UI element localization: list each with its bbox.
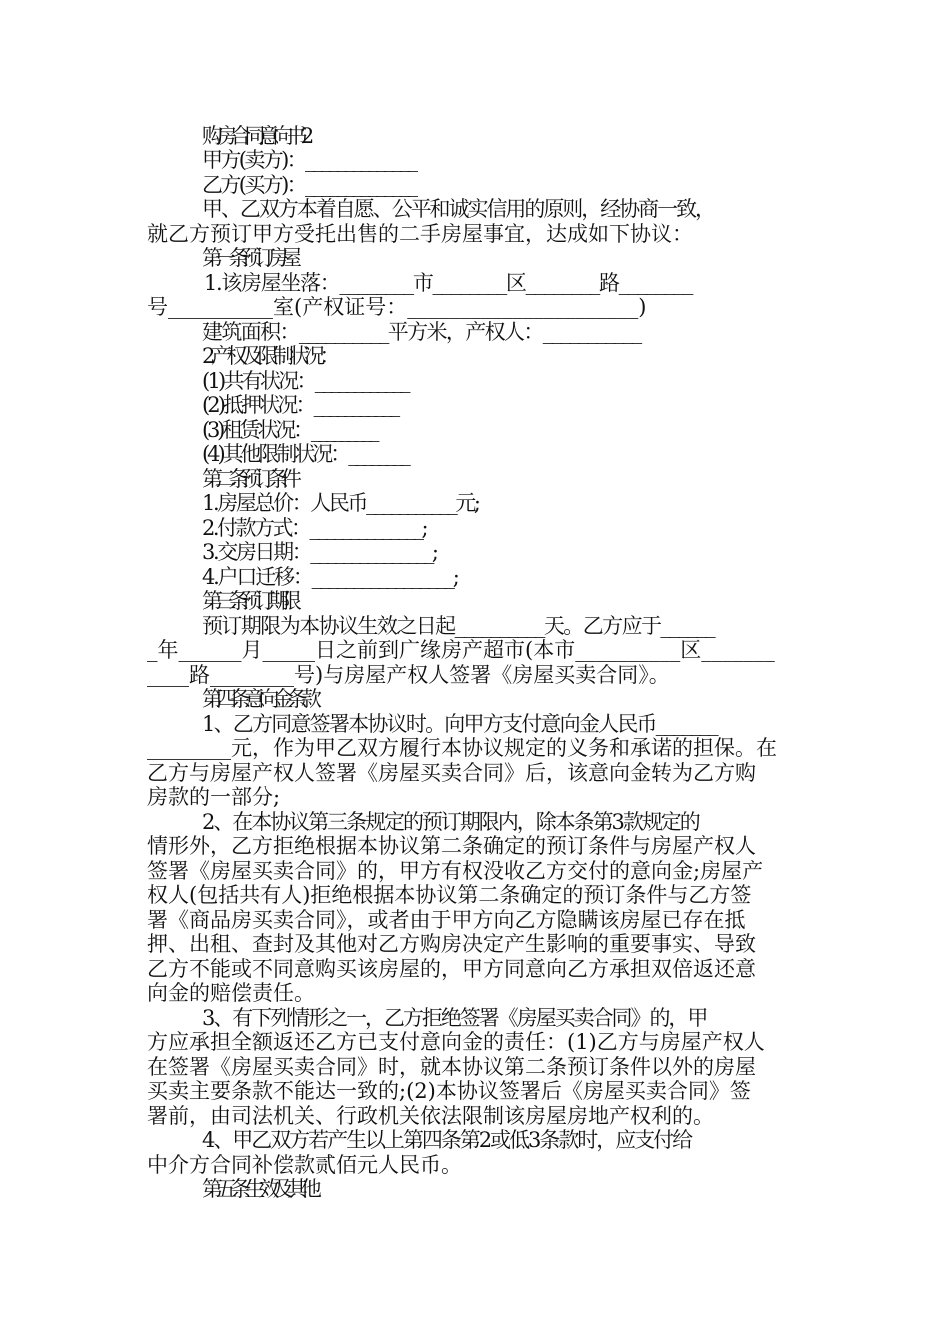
clause-line: 向金的赔偿责任。 <box>147 981 315 1005</box>
party-b-line: 乙方(买方)：______________ <box>202 173 416 197</box>
clause-line: 签署《房屋买卖合同》的，甲方有权没收乙方交付的意向金;房屋产 <box>147 859 764 883</box>
clause-line: 方应承担全额返还乙方已支付意向金的责任：(1)乙方与房屋产权人 <box>147 1030 765 1054</box>
clause-line: ____路________号)与房屋产权人签署《房屋买卖合同》。 <box>147 663 670 687</box>
clause-line: 中介方合同补偿款贰佰元人民币。 <box>147 1153 462 1177</box>
clause-line: 1.该房屋坐落：________市________区________路________ <box>204 271 693 295</box>
clause-line: 署《商品房买卖合同》，或者由于甲方向乙方隐瞒该房屋已存在抵 <box>147 908 746 932</box>
section-heading: 第五条生效及其他 <box>202 1177 315 1201</box>
clause-line: (1)共有状况：____________ <box>202 369 408 393</box>
clause-line: 4.户口迁移：_________________; <box>202 565 458 589</box>
clause-line: 3.交房日期：_______________; <box>202 540 437 564</box>
clause-line: ________元，作为甲乙双方履行本协议规定的义务和承诺的担保。在 <box>147 736 777 760</box>
clause-line: 乙方与房屋产权人签署《房屋买卖合同》后，该意向金转为乙方购 <box>147 761 756 785</box>
party-a-line: 甲方(卖方)：______________ <box>202 148 416 172</box>
clause-line: 4、甲乙双方若产生以上第四条第2或低3条款时，应支付给 <box>202 1128 692 1152</box>
clause-line: 在签署《房屋买卖合同》时，就本协议第二条预订条件以外的房屋 <box>147 1055 756 1079</box>
clause-line: 1.房屋总价：人民币___________元; <box>202 491 479 515</box>
clause-line: 2.付款方式：______________; <box>202 516 427 540</box>
clause-line: (3)租赁状况：_________ <box>202 418 377 442</box>
clause-line: 情形外，乙方拒绝根据本协议第二条确定的预订条件与房屋产权人 <box>147 834 756 858</box>
clause-line: 2、在本协议第三条规定的预订期限内，除本条第3款规定的 <box>202 810 699 834</box>
clause-line: 乙方不能或不同意购买该房屋的，甲方同意向乙方承担双倍返还意 <box>147 957 756 981</box>
clause-line: 署前，由司法机关、行政机关依法限制该房屋房地产权利的。 <box>147 1104 714 1128</box>
document-title: 购房合同意向书2 <box>202 124 308 148</box>
clause-line: 买卖主要条款不能达一致的;(2)本协议签署后《房屋买卖合同》签 <box>147 1079 751 1103</box>
section-heading: 第四条意向金条款 <box>202 687 315 711</box>
preamble-line: 就乙方预订甲方受托出售的二手房屋事宜，达成如下协议： <box>147 222 693 246</box>
clause-line: 建筑面积：__________平方米，产权人：___________ <box>202 320 641 344</box>
clause-line: 押、出租、查封及其他对乙方购房决定产生影响的重要事实、导致 <box>147 932 756 956</box>
clause-line: _年______月_____日之前到广缘房产超市(本市__________区_______ <box>147 638 775 662</box>
preamble-line: 甲、乙双方本着自愿、公平和诚实信用的原则，经协商一致， <box>202 197 714 221</box>
clause-line: 预订期限为本协议生效之日起__________天。乙方应于______ <box>202 614 714 638</box>
clause-line: 1、乙方同意签署本协议时。向甲方支付意向金人民币_______ <box>202 712 717 736</box>
section-heading: 第一条预订房屋 <box>202 246 294 270</box>
section-heading: 第三条预订期限 <box>202 589 294 613</box>
clause-line: 3、有下列情形之一，乙方拒绝签署《房屋买卖合同》的，甲 <box>202 1006 707 1030</box>
clause-line: (4)其他限制状况：________ <box>202 442 408 466</box>
section-heading: 第二条预订条件 <box>202 467 294 491</box>
clause-line: 权人(包括共有人)拒绝根据本协议第二条确定的预订条件与乙方签 <box>147 883 752 907</box>
clause-line: (2)抵押状况：___________ <box>202 393 398 417</box>
clause-line: 2.产权及限制状况： <box>202 344 336 368</box>
clause-line: 号__________室(产权证号：______________________) <box>147 295 647 319</box>
clause-line: 房款的一部分; <box>147 785 281 809</box>
